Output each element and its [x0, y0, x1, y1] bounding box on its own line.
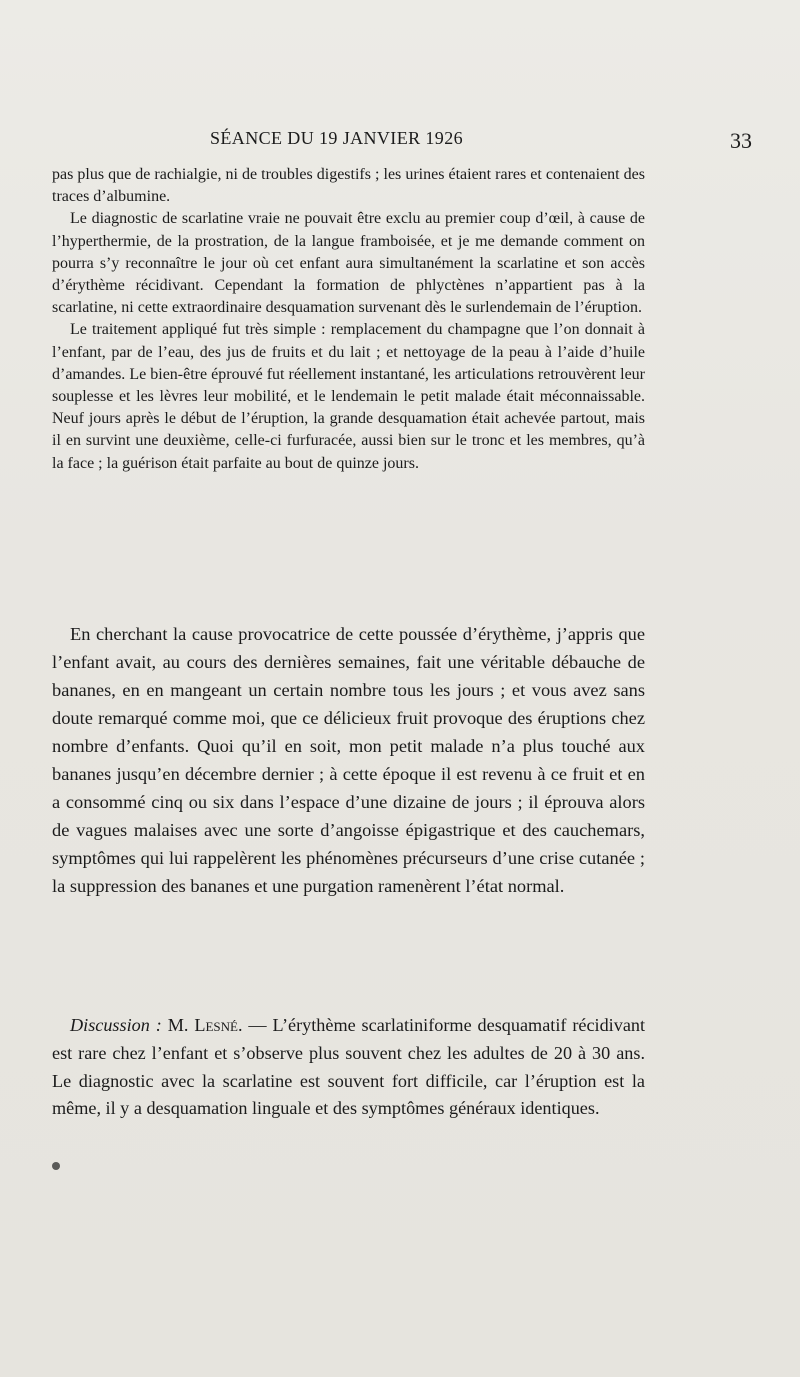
paragraph-2: Le diagnostic de scarlatine vraie ne pouvait être exclu au premier coup d’œil, à cause de l’hyperthermie, de la prostration, de la langue framboisée, et je me demande comment on pourra s’y reconnaître le jour où cet enfant aura simultanément la scarlatine et son accès d’érythème récidivant. Cependant la formation de phlyctènes n’appartient pas à la scarlatine, ni cette extraordinaire desquamation survenant dès le surlendemain de l’éruption.: [52, 210, 645, 317]
page-header: [52, 128, 752, 158]
discussion-text: L’érythème scarlatiniforme desquamatif récidivant est rare chez l’enfant et s’observe plus souvent chez les adultes de 20 à 30 ans. Le diagnostic avec la scarlatine est souvent fort difficile, car l’éruption est la même, il y a desquamation linguale et des symptômes généraux identiques.: [52, 1015, 646, 1119]
discussion-dash: —: [248, 1015, 267, 1035]
speaker-name: Lesné.: [194, 1015, 243, 1035]
main-text-block: [52, 620, 645, 900]
running-head: SÉANCE DU 19 JANVIER 1926: [210, 128, 463, 148]
discussion-paragraph: [52, 1012, 645, 1123]
paragraph-4: En cherchant la cause provocatrice de cette poussée d’érythème, j’appris que l’enfant avait, au cours des dernières semaines, fait une véritable débauche de bananes, en en mangeant un certain nombre tous les jours ; et vous avez sans doute remarqué comme moi, que ce délicieux fruit provoque des éruptions chez nombre d’enfants. Quoi qu’il en soit, mon petit malade n’a plus touché aux bananes jusqu’en décembre dernier ; à cette époque il est revenu à ce fruit et en a consommé cinq ou six dans l’espace d’une dizaine de jours ; il éprouva alors de vagues malaises avec une sorte d’angoisse épigastrique et des cauchemars, symptômes qui lui rappelèrent les phénomènes précurseurs d’une crise cutanée ; la suppression des bananes et une purgation ramenèrent l’état normal.: [52, 624, 645, 896]
upper-text-block: [52, 164, 645, 475]
ink-speck: [52, 1162, 60, 1170]
paragraph-3: Le traitement appliqué fut très simple : remplacement du champagne que l’on donnait à l’enfant, par de l’eau, des jus de fruits et du lait ; et nettoyage de la peau à l’aide d’huile d’amandes. Le bien-être éprouvé fut réellement instantané, les articulations retrouvèrent leur souplesse et les lèvres leur mobilité, et le lendemain le petit malade était méconnaissable. Neuf jours après le début de l’éruption, la grande desquamation était achevée partout, mais il en survint une deuxième, celle-ci furfuracée, aussi bien sur le tronc et les membres, qu’à la face ; la guérison était parfaite au bout de quinze jours.: [52, 321, 645, 472]
discussion-block: [52, 1012, 645, 1123]
speaker-prefix: M.: [167, 1015, 189, 1035]
page-number: 33: [730, 128, 752, 153]
discussion-label: Discussion :: [70, 1015, 162, 1035]
paragraph-1: pas plus que de rachialgie, ni de troubles digestifs ; les urines étaient rares et contenaient des traces d’albumine.: [52, 166, 645, 206]
